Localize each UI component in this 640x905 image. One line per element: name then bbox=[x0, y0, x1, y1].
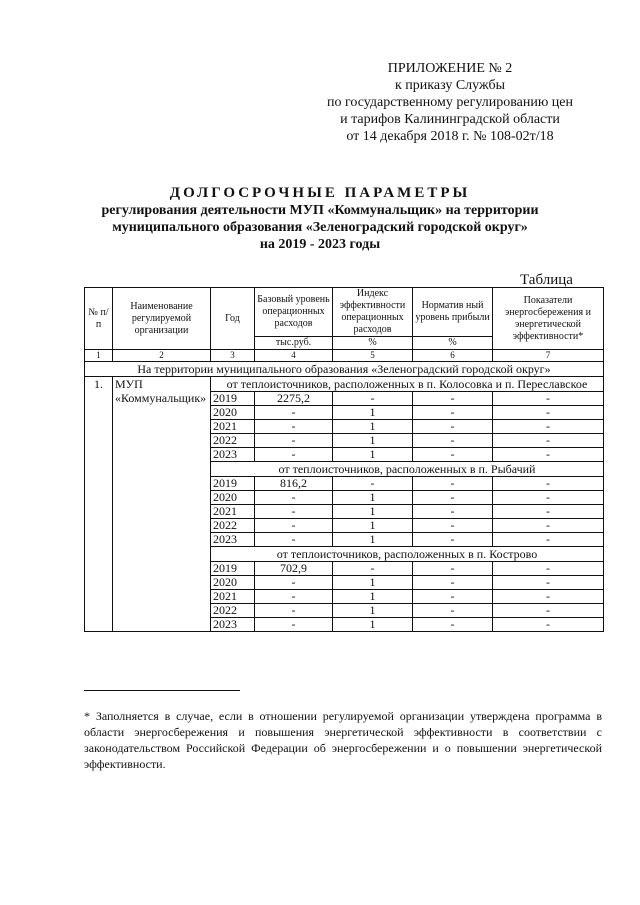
unit-base: тыс.руб. bbox=[255, 337, 333, 350]
efficiency-index-cell: 1 bbox=[333, 505, 413, 519]
year-cell: 2022 bbox=[211, 519, 255, 533]
energy-indicator-cell: - bbox=[493, 420, 604, 434]
title-line-3: муниципального образования «Зеленоградский городской округ» bbox=[112, 220, 528, 235]
energy-indicator-cell: - bbox=[493, 533, 604, 547]
col-number: 6 bbox=[413, 350, 493, 362]
energy-indicator-cell: - bbox=[493, 477, 604, 491]
energy-indicator-cell: - bbox=[493, 448, 604, 462]
year-cell: 2020 bbox=[211, 576, 255, 590]
column-numbers-row bbox=[85, 350, 604, 362]
energy-indicator-cell: - bbox=[493, 392, 604, 406]
year-cell: 2019 bbox=[211, 562, 255, 576]
year-cell: 2021 bbox=[211, 420, 255, 434]
year-cell: 2023 bbox=[211, 448, 255, 462]
header-row bbox=[85, 288, 604, 337]
header-profit: Норматив ный уровень прибыли bbox=[413, 288, 493, 337]
efficiency-index-cell: 1 bbox=[333, 590, 413, 604]
header-year: Год bbox=[211, 288, 255, 350]
base-level-cell: - bbox=[255, 604, 333, 618]
profit-level-cell: - bbox=[413, 618, 493, 632]
footnote-divider bbox=[84, 690, 240, 691]
profit-level-cell: - bbox=[413, 576, 493, 590]
energy-indicator-cell: - bbox=[493, 519, 604, 533]
profit-level-cell: - bbox=[413, 406, 493, 420]
efficiency-index-cell: 1 bbox=[333, 448, 413, 462]
energy-indicator-cell: - bbox=[493, 576, 604, 590]
col-number: 7 bbox=[493, 350, 604, 362]
profit-level-cell: - bbox=[413, 590, 493, 604]
title-line-4: на 2019 - 2023 годы bbox=[259, 237, 381, 252]
col-number: 4 bbox=[255, 350, 333, 362]
base-level-cell: - bbox=[255, 491, 333, 505]
year-cell: 2020 bbox=[211, 491, 255, 505]
profit-level-cell: - bbox=[413, 562, 493, 576]
col-number: 1 bbox=[85, 350, 113, 362]
efficiency-index-cell: 1 bbox=[333, 406, 413, 420]
efficiency-index-cell: 1 bbox=[333, 618, 413, 632]
profit-level-cell: - bbox=[413, 519, 493, 533]
base-level-cell: - bbox=[255, 420, 333, 434]
year-cell: 2023 bbox=[211, 618, 255, 632]
base-level-cell: - bbox=[255, 406, 333, 420]
year-cell: 2019 bbox=[211, 392, 255, 406]
document-title bbox=[60, 185, 580, 253]
appendix-date-line: от 14 декабря 2018 г. № 108-02т/18 bbox=[346, 129, 554, 144]
group-header-row bbox=[85, 377, 604, 392]
base-level-cell: 816,2 bbox=[255, 477, 333, 491]
year-cell: 2020 bbox=[211, 406, 255, 420]
efficiency-index-cell: - bbox=[333, 562, 413, 576]
header-index: Индекс эффективности операционных расходов bbox=[333, 288, 413, 337]
group-label: от теплоисточников, расположенных в п. Рыбачий bbox=[211, 462, 604, 477]
efficiency-index-cell: 1 bbox=[333, 519, 413, 533]
appendix-title: ПРИЛОЖЕНИЕ № 2 bbox=[387, 61, 513, 76]
group-label: от теплоисточников, расположенных в п. Кострово bbox=[211, 547, 604, 562]
header-base: Базовый уровень операционных расходов bbox=[255, 288, 333, 337]
energy-indicator-cell: - bbox=[493, 590, 604, 604]
year-cell: 2022 bbox=[211, 604, 255, 618]
efficiency-index-cell: 1 bbox=[333, 576, 413, 590]
energy-indicator-cell: - bbox=[493, 562, 604, 576]
profit-level-cell: - bbox=[413, 434, 493, 448]
base-level-cell: - bbox=[255, 434, 333, 448]
energy-indicator-cell: - bbox=[493, 604, 604, 618]
appendix-service-line: по государственному регулированию цен bbox=[327, 95, 573, 110]
unit-index: % bbox=[333, 337, 413, 350]
year-cell: 2023 bbox=[211, 533, 255, 547]
header-org: Наименование регулируемой организации bbox=[113, 288, 211, 350]
col-number: 5 bbox=[333, 350, 413, 362]
profit-level-cell: - bbox=[413, 477, 493, 491]
efficiency-index-cell: - bbox=[333, 392, 413, 406]
efficiency-index-cell: 1 bbox=[333, 434, 413, 448]
profit-level-cell: - bbox=[413, 392, 493, 406]
header-energy: Показатели энергосбережения и энергетической эффективности* bbox=[493, 288, 604, 350]
base-level-cell: - bbox=[255, 590, 333, 604]
efficiency-index-cell: 1 bbox=[333, 604, 413, 618]
base-level-cell: 2275,2 bbox=[255, 392, 333, 406]
energy-indicator-cell: - bbox=[493, 505, 604, 519]
base-level-cell: - bbox=[255, 576, 333, 590]
organization-name: МУП «Коммунальщик» bbox=[113, 377, 211, 632]
appendix-header bbox=[300, 60, 600, 145]
year-cell: 2021 bbox=[211, 590, 255, 604]
footnote: * Заполняется в случае, если в отношении регулируемой организации утверждена программа в области энергосбережения и повышения энергетической эффективности в соответствии с законодательством Российской Федерации об энергосбережении и о повышении энергетической эффективности. bbox=[84, 709, 602, 771]
year-cell: 2021 bbox=[211, 505, 255, 519]
profit-level-cell: - bbox=[413, 533, 493, 547]
profit-level-cell: - bbox=[413, 491, 493, 505]
year-cell: 2022 bbox=[211, 434, 255, 448]
efficiency-index-cell: 1 bbox=[333, 533, 413, 547]
base-level-cell: - bbox=[255, 448, 333, 462]
header-num: № п/п bbox=[85, 288, 113, 350]
year-cell: 2019 bbox=[211, 477, 255, 491]
energy-indicator-cell: - bbox=[493, 491, 604, 505]
profit-level-cell: - bbox=[413, 448, 493, 462]
efficiency-index-cell: - bbox=[333, 477, 413, 491]
energy-indicator-cell: - bbox=[493, 434, 604, 448]
title-line-2: регулирования деятельности МУП «Коммунальщик» на территории bbox=[101, 203, 539, 218]
appendix-region-line: и тарифов Калининградской области bbox=[340, 112, 560, 127]
section-label: На территории муниципального образования «Зеленоградский городской округ» bbox=[85, 362, 604, 377]
profit-level-cell: - bbox=[413, 604, 493, 618]
efficiency-index-cell: 1 bbox=[333, 491, 413, 505]
energy-indicator-cell: - bbox=[493, 406, 604, 420]
energy-indicator-cell: - bbox=[493, 618, 604, 632]
efficiency-index-cell: 1 bbox=[333, 420, 413, 434]
table-caption: Таблица bbox=[520, 272, 573, 288]
unit-profit: % bbox=[413, 337, 493, 350]
profit-level-cell: - bbox=[413, 505, 493, 519]
base-level-cell: 702,9 bbox=[255, 562, 333, 576]
base-level-cell: - bbox=[255, 519, 333, 533]
base-level-cell: - bbox=[255, 533, 333, 547]
row-number: 1. bbox=[85, 377, 113, 632]
section-row bbox=[85, 362, 604, 377]
col-number: 2 bbox=[113, 350, 211, 362]
base-level-cell: - bbox=[255, 618, 333, 632]
profit-level-cell: - bbox=[413, 420, 493, 434]
title-main: ДОЛГОСРОЧНЫЕ ПАРАМЕТРЫ bbox=[169, 185, 471, 201]
group-label: от теплоисточников, расположенных в п. Колосовка и п. Переславское bbox=[211, 377, 604, 392]
base-level-cell: - bbox=[255, 505, 333, 519]
parameters-table bbox=[84, 287, 604, 632]
col-number: 3 bbox=[211, 350, 255, 362]
appendix-order-line: к приказу Службы bbox=[395, 78, 505, 93]
